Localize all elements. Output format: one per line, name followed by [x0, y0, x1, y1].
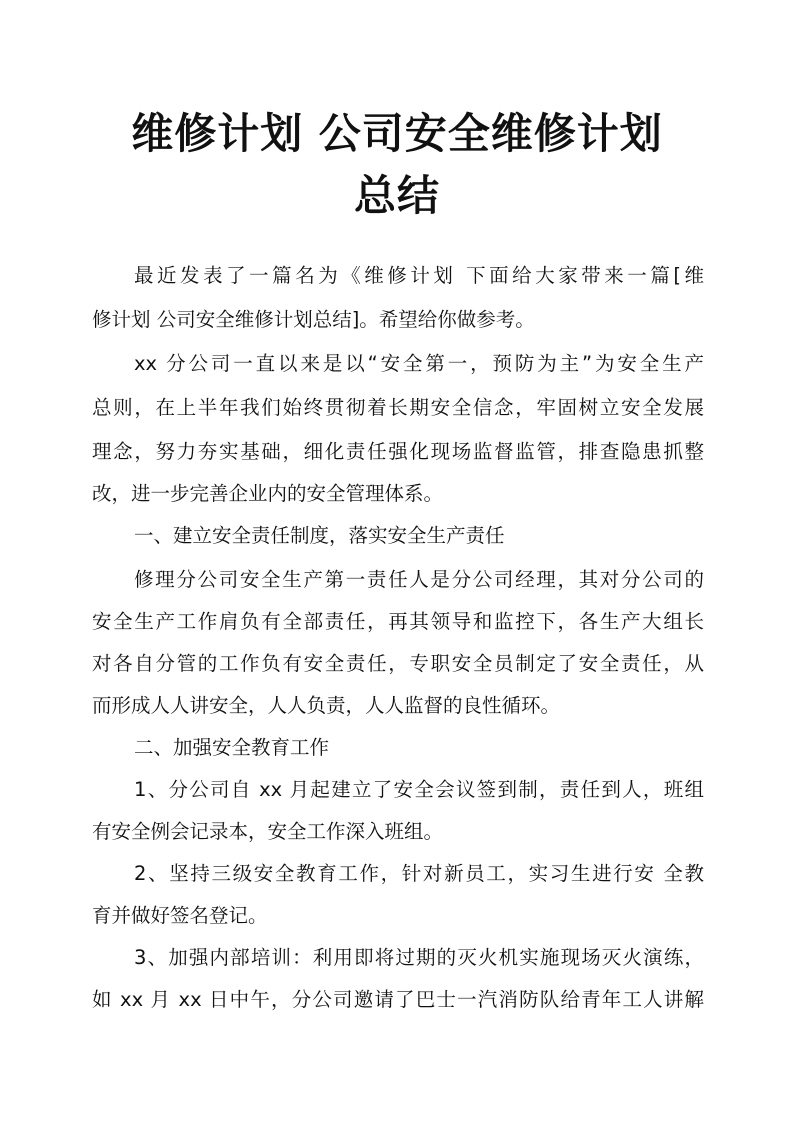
- body-line-13: 1、分公司自 xx 月起建立了安全会议签到制，责任到人，班组: [134, 778, 704, 801]
- body-line-6: 改，进一步完善企业内的安全管理体系。: [92, 482, 444, 505]
- body-line-17: 3、加强内部培训：利用即将过期的灭火机实施现场灭火演练，: [134, 946, 704, 969]
- body-line-4: 总则，在上半年我们始终贯彻着长期安全信念，牢固树立安全发展: [92, 396, 704, 419]
- body-line-2: 修计划 公司安全维修计划总结]。希望给你做参考。: [92, 308, 535, 331]
- section-heading-1: 一、建立安全责任制度，落实安全生产责任: [134, 524, 505, 547]
- section-heading-2: 二、加强安全教育工作: [134, 736, 330, 759]
- body-line-9: 安全生产工作肩负有全部责任，再其领导和监控下，各生产大组长: [92, 610, 704, 633]
- document-title-line-2: 总结: [353, 171, 440, 220]
- body-line-11: 而形成人人讲安全，人人负责，人人监督的良性循环。: [92, 694, 561, 717]
- body-line-14: 有安全例会记录本，安全工作深入班组。: [92, 820, 444, 843]
- body-line-8: 修理分公司安全生产第一责任人是分公司经理，其对分公司的: [134, 568, 704, 591]
- body-line-16: 育并做好签名登记。: [92, 904, 268, 927]
- body-line-5: 理念，努力夯实基础，细化责任强化现场监督监管，排查隐患抓整: [92, 440, 704, 463]
- body-line-3: xx 分公司一直以来是以“安全第一，预防为主”为安全生产: [134, 352, 704, 375]
- document-title-line-1: 维修计划 公司安全维修计划: [131, 109, 663, 158]
- body-line-18: 如 xx 月 xx 日中午，分公司邀请了巴士一汽消防队给青年工人讲解: [92, 988, 704, 1011]
- body-line-15: 2、坚持三级安全教育工作，针对新员工，实习生进行安 全教: [134, 862, 704, 885]
- body-line-1: 最近发表了一篇名为《维修计划 下面给大家带来一篇[维: [134, 264, 704, 287]
- body-line-10: 对各自分管的工作负有安全责任，专职安全员制定了安全责任，从: [92, 652, 704, 675]
